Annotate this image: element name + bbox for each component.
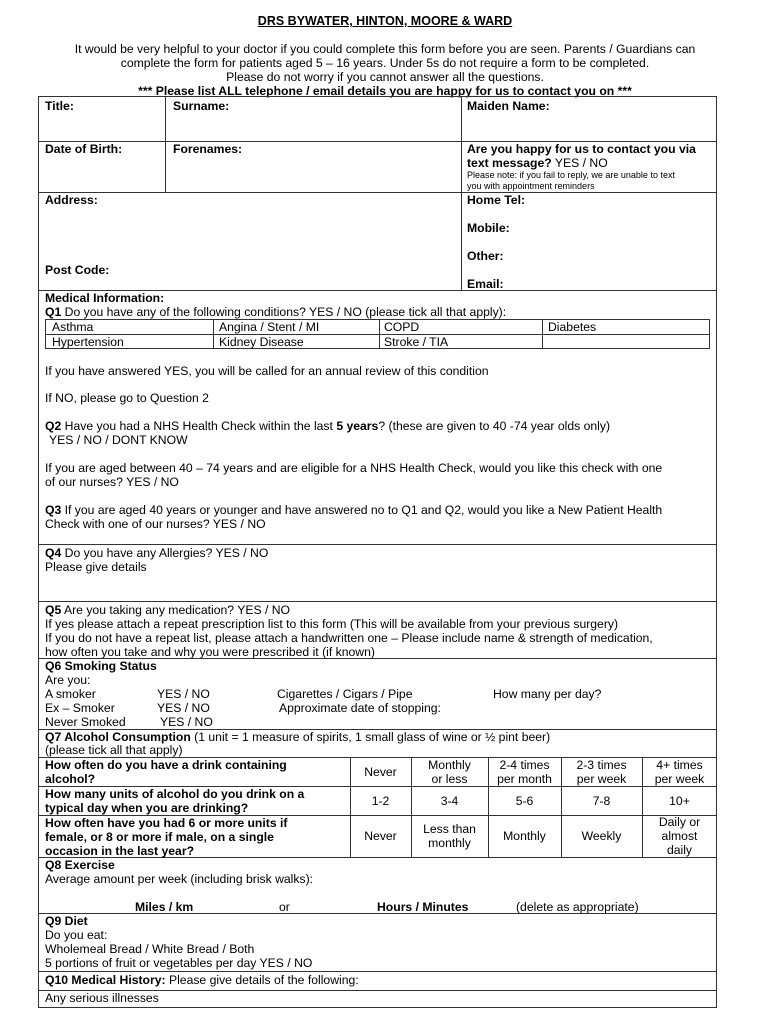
- q1-question: Q1 Do you have any of the following conditions? YES / NO (please tick all that apply):: [45, 305, 507, 319]
- address-label: Address:: [45, 193, 98, 207]
- q2b-line-1: If you are aged between 40 – 74 years and are eligible for a NHS Health Check, would you like this check with one: [45, 461, 663, 475]
- intro-line-4: *** Please list ALL telephone / email details you are happy for us to contact you on ***: [138, 84, 632, 98]
- alcohol-q2-5-6[interactable]: 5-6: [515, 794, 534, 808]
- never-smoked-label: Never Smoked: [45, 715, 126, 729]
- alcohol-q3-daily[interactable]: Daily or almost daily: [658, 815, 701, 857]
- text-consent-line2: text message? YES / NO: [467, 156, 608, 170]
- alcohol-q2-1-2[interactable]: 1-2: [371, 794, 390, 808]
- forenames-label: Forenames:: [173, 142, 243, 156]
- q2-question: Q2 Have you had a NHS Health Check within the last 5 years? (these are given to 40 -74 year olds only): [45, 419, 611, 433]
- condition-angina[interactable]: Angina / Stent / MI: [219, 320, 320, 334]
- alcohol-q2-7-8[interactable]: 7-8: [592, 794, 611, 808]
- alcohol-q1-never[interactable]: Never: [364, 765, 397, 779]
- alcohol-q2-3-4[interactable]: 3-4: [440, 794, 459, 808]
- alcohol-tick-note: (please tick all that apply): [45, 743, 183, 757]
- never-smoked-options[interactable]: YES / NO: [160, 715, 213, 729]
- text-consent-question: Are you happy for us to contact you via: [467, 142, 696, 156]
- alcohol-q2: How many units of alcohol do you drink on a typical day when you are drinking?: [45, 787, 305, 815]
- intro-line-3: Please do not worry if you cannot answer all the questions.: [226, 70, 544, 84]
- exercise-delete-note: (delete as appropriate): [516, 900, 639, 914]
- alcohol-q1-monthly[interactable]: Monthly or less: [428, 758, 471, 786]
- dob-label: Date of Birth:: [45, 142, 123, 156]
- smoker-label: A smoker: [45, 687, 96, 701]
- q4-question[interactable]: Q4 Do you have any Allergies? YES / NO: [45, 546, 269, 560]
- history-heading: Q10 Medical History: Please give details of the following:: [45, 973, 359, 987]
- diet-fruit[interactable]: 5 portions of fruit or vegetables per day YES / NO: [45, 956, 313, 970]
- alcohol-q3: How often have you had 6 or more units if female, or 8 or more if male, on a single occasion in the last year?: [45, 816, 288, 858]
- title-label: Title:: [45, 99, 74, 113]
- diet-heading: Q9 Diet: [45, 914, 88, 928]
- smoker-options[interactable]: YES / NO: [157, 687, 210, 701]
- intro-line-1: It would be very helpful to your doctor if you could complete this form before you are seen. Parents / Guardians can: [74, 42, 696, 56]
- ex-smoker-label: Ex – Smoker: [45, 701, 115, 715]
- condition-diabetes[interactable]: Diabetes: [548, 320, 597, 334]
- alcohol-q1-2-4-month[interactable]: 2-4 times per month: [497, 758, 552, 786]
- condition-kidney[interactable]: Kidney Disease: [219, 335, 304, 349]
- alcohol-q3-weekly[interactable]: Weekly: [581, 829, 622, 843]
- ex-smoker-date: Approximate date of stopping:: [279, 701, 441, 715]
- history-serious-illnesses: Any serious illnesses: [45, 991, 159, 1005]
- maiden-name-label: Maiden Name:: [467, 99, 550, 113]
- alcohol-q1: How often do you have a drink containing alcohol?: [45, 758, 287, 786]
- diet-bread[interactable]: Wholemeal Bread / White Bread / Both: [45, 942, 255, 956]
- condition-copd[interactable]: COPD: [384, 320, 420, 334]
- exercise-heading: Q8 Exercise: [45, 858, 115, 872]
- other-label: Other:: [467, 249, 504, 263]
- form-title: DRS BYWATER, HINTON, MOORE & WARD: [257, 14, 513, 28]
- diet-do-you-eat: Do you eat:: [45, 928, 108, 942]
- q1-no-note: If NO, please go to Question 2: [45, 391, 209, 405]
- q5-question[interactable]: Q5 Are you taking any medication? YES / NO: [45, 603, 291, 617]
- exercise-hours[interactable]: Hours / Minutes: [377, 900, 469, 914]
- condition-stroke[interactable]: Stroke / TIA: [384, 335, 449, 349]
- ex-smoker-options[interactable]: YES / NO: [157, 701, 210, 715]
- q2b-line-2[interactable]: of our nurses? YES / NO: [45, 475, 179, 489]
- q3-line-2[interactable]: Check with one of our nurses? YES / NO: [45, 517, 266, 531]
- mobile-label: Mobile:: [467, 221, 510, 235]
- alcohol-heading: Q7 Alcohol Consumption (1 unit = 1 measure of spirits, 1 small glass of wine or ½ pint beer): [45, 730, 551, 744]
- alcohol-q1-4-plus-week[interactable]: 4+ times per week: [654, 758, 705, 786]
- alcohol-q3-monthly[interactable]: Monthly: [503, 829, 546, 843]
- text-note-1: Please note: if you fail to reply, we are unable to text: [467, 170, 675, 180]
- smoker-type[interactable]: Cigarettes / Cigars / Pipe: [277, 687, 413, 701]
- q4-details: Please give details: [45, 560, 147, 574]
- q5-line-3: If you do not have a repeat list, please attach a handwritten one – Please include name & strength of medication,: [45, 631, 653, 645]
- email-label: Email:: [467, 277, 504, 291]
- condition-hypertension[interactable]: Hypertension: [52, 335, 124, 349]
- q1-yes-note: If you have answered YES, you will be called for an annual review of this condition: [45, 364, 489, 378]
- q5-line-2: If yes please attach a repeat prescription list to this form (This will be available from your previous surgery): [45, 617, 619, 631]
- alcohol-q3-less-than-monthly[interactable]: Less than monthly: [423, 822, 476, 850]
- text-note-2: you with appointment reminders: [467, 181, 595, 191]
- exercise-or: or: [279, 900, 290, 914]
- intro-line-2: complete the form for patients aged 5 – 16 years. Under 5s do not require a form to be completed.: [120, 56, 650, 70]
- exercise-miles[interactable]: Miles / km: [135, 900, 194, 914]
- home-tel-label: Home Tel:: [467, 193, 526, 207]
- smoking-are-you: Are you:: [45, 673, 91, 687]
- condition-asthma[interactable]: Asthma: [52, 320, 94, 334]
- smoker-per-day: How many per day?: [493, 687, 602, 701]
- alcohol-q1-2-3-week[interactable]: 2-3 times per week: [576, 758, 627, 786]
- postcode-label: Post Code:: [45, 263, 110, 277]
- q2-options[interactable]: YES / NO / DONT KNOW: [49, 433, 188, 447]
- alcohol-q3-never[interactable]: Never: [364, 829, 397, 843]
- surname-label: Surname:: [173, 99, 230, 113]
- medical-heading: Medical Information:: [45, 291, 165, 305]
- smoking-heading: Q6 Smoking Status: [45, 659, 157, 673]
- q5-line-4: how often you take and why you were prescribed it (if known): [45, 645, 375, 659]
- alcohol-q2-10-plus[interactable]: 10+: [669, 794, 690, 808]
- q3-question: Q3 If you are aged 40 years or younger and have answered no to Q1 and Q2, would you like a New Patient Health: [45, 503, 663, 517]
- exercise-text: Average amount per week (including brisk walks):: [45, 872, 314, 886]
